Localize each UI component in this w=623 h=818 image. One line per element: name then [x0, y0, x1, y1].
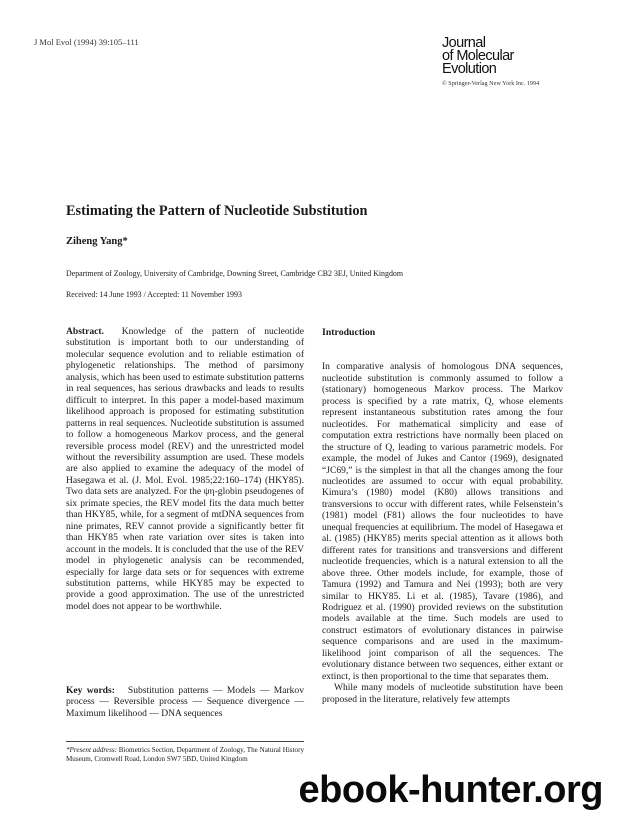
- introduction-section: [322, 327, 563, 705]
- footnote-rule: [66, 741, 304, 742]
- journal-logo: [442, 37, 582, 87]
- introduction-heading: Introduction: [322, 327, 376, 338]
- footnote-text: Biometrics Section, Department of Zoology, The Natural History Museum, Cromwell Road, London SW7 5BD, United Kingdom: [66, 746, 304, 763]
- copyright-notice: © Springer-Verlag New York Inc. 1994: [442, 80, 540, 87]
- article-title: Estimating the Pattern of Nucleotide Substitution: [66, 203, 368, 219]
- intro-paragraph: While many models of nucleotide substitution have been proposed in the literature, relatively few attempts: [322, 682, 563, 705]
- abstract: [66, 326, 304, 612]
- abstract-text: Knowledge of the pattern of nucleotide substitution is important both to our understanding of molecular sequence evolution and to reliable estimation of phylogenetic relationships. The method of parsimony analysis, which has been used to estimate substitution patterns in real sequences, has serious drawbacks and leads to results difficult to interpret. In this paper a model-based maximum likelihood approach is proposed for estimating substitution patterns in real sequences. Nucleotide substitution is assumed to follow a homogeneous Markov process, and the general reversible process model (REV) and the unrestricted model without the reversibility assumption are used. These models are also applied to examine the adequacy of the model of Hasegawa et al. (J. Mol. Evol. 1985;22:160–174) (HKY85). Two data sets are analyzed. For the ψη-globin pseudogenes of six primate species, the REV model fits the data much better than HKY85, while, for a segment of mtDNA sequences from nine primates, REV cannot provide a significantly better fit than HKY85 when rate variation over sites is taken into account in the models. It is concluded that the use of the REV model in phylogenetic analysis can be recommended, especially for large data sets or for sequences with extreme substitution patterns, while HKY85 may be expected to provide a good approximation. The use of the unrestricted model does not appear to be worthwhile.: [66, 326, 304, 612]
- article-author: Ziheng Yang*: [66, 236, 128, 247]
- footnote-label: *Present address:: [66, 746, 117, 754]
- journal-name-line-2: of Molecular: [442, 48, 514, 64]
- keywords: [66, 685, 304, 719]
- watermark-text: ebook-hunter.org: [298, 769, 603, 811]
- keywords-text: Substitution patterns — Models — Markov process — Reversible process — Sequence divergence — Maximum likelihood — DNA sequences: [66, 685, 304, 719]
- journal-name-line-3: Evolution: [442, 61, 497, 77]
- footnote: [66, 746, 304, 764]
- received-dates: Received: 14 June 1993 / Accepted: 11 November 1993: [66, 290, 242, 299]
- abstract-label: Abstract.: [66, 326, 104, 337]
- journal-citation: J Mol Evol (1994) 39:105–111: [34, 37, 139, 47]
- keywords-label: Key words:: [66, 685, 115, 696]
- author-affiliation: Department of Zoology, University of Cambridge, Downing Street, Cambridge CB2 3EJ, United Kingdom: [66, 269, 403, 278]
- journal-name-line-1: Journal: [442, 35, 486, 51]
- intro-paragraph: In comparative analysis of homologous DNA sequences, nucleotide substitution is commonly assumed to follow a (stationary) homogeneous Markov process. The Markov process is specified by a rate matrix, Q, whose elements represent instantaneous substitution rates among the four nucleotides. For mathematical simplicity and ease of computation extra restrictions have normally been placed on the structure of Q, leading to various parametric models. For example, the model of Jukes and Cantor (1969), designated “JC69,” is the simplest in that all the changes among the four nucleotides are assumed to occur with equal probability. Kimura’s (1980) model (K80) allows transitions and transversions to occur with different rates, while Felsenstein’s (1981) model (F81) allows the four nucleotides to have unequal frequencies at equilibrium. The model of Hasegawa et al. (1985) (HKY85) merits special attention as it allows both different rates for transitions and transversions and different nucleotide frequencies, which is a natural extension to all the above three. Other models include, for example, those of Tamura (1992) and Tamura and Nei (1993); both are very similar to HKY85. Li et al. (1985), Tavare (1986), and Rodriguez et al. (1990) provided reviews on the substitution models available at the time. Such models are used to construct estimators of evolutionary distances in pairwise sequence comparisons and are used in the maximum-likelihood joint comparison of all the sequences. The evolutionary distance between two sequences, either extant or extinct, is then proportional to the time that separates them.: [322, 361, 563, 682]
